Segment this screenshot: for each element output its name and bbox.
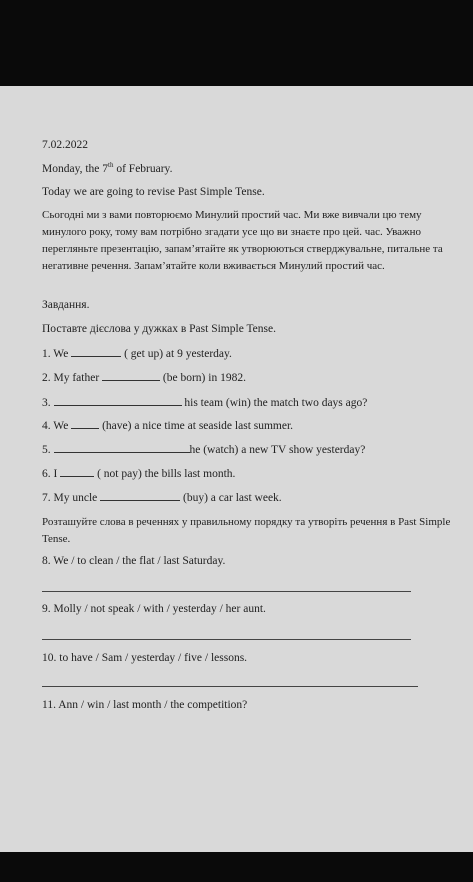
task1-item-6: 6. I ( not pay) the bills last month. — [42, 465, 459, 483]
task2-item-10: 10. to have / Sam / yesterday / five / lessons. — [42, 652, 248, 664]
task1-item-1: 1. We ( get up) at 9 yesterday. — [42, 345, 459, 363]
task1-item-3: 3. his team (win) the match two days ago? — [42, 394, 459, 412]
answer-blank[interactable] — [54, 394, 182, 406]
day-line: Monday, the 7th of February. — [42, 161, 173, 175]
task2-item-9: 9. Molly / not speak / with / yesterday / her aunt. — [42, 603, 266, 615]
intro-line: Today we are going to revise Past Simple Tense. — [42, 186, 265, 198]
date: 7.02.2022 — [42, 139, 88, 151]
task1-item-5: 5. he (watch) a new TV show yesterday? — [42, 441, 459, 459]
task2-instruction: Розташуйте слова в реченнях у правильному порядку та утворіть речення в Past Simple Tense. — [42, 516, 451, 545]
bottom-black-bar — [0, 852, 473, 882]
answer-blank[interactable] — [54, 441, 190, 453]
answer-blank[interactable] — [100, 489, 180, 501]
ua-paragraph: Сьогодні ми з вами повторюємо Минулий простий час. Ми вже вивчали цю тему минулого року, тому вам потрібно згадати усе що ви знаєте про цей. час. Уважно перегляньте презентацію, запам’ятайте як утворюються стверджувальне, питальне та негативне речення. Запам’ятайте коли вживається Минулий простий час. — [42, 209, 443, 272]
answer-line[interactable] — [42, 639, 411, 640]
answer-blank[interactable] — [71, 345, 121, 357]
answer-line[interactable] — [42, 591, 411, 592]
top-black-bar — [0, 0, 473, 86]
task1-item-7: 7. My uncle (buy) a car last week. — [42, 489, 459, 507]
answer-line[interactable] — [42, 686, 418, 687]
answer-blank[interactable] — [102, 369, 160, 381]
task-heading: Завдання. — [42, 299, 90, 311]
answer-blank[interactable] — [71, 417, 99, 429]
task2-item-11: 11. Ann / win / last month / the competition? — [42, 699, 248, 711]
task1-item-2: 2. My father (be born) in 1982. — [42, 369, 459, 387]
task1-item-4: 4. We (have) a nice time at seaside last summer. — [42, 417, 459, 435]
task1-instruction: Поставте дієслова у дужках в Past Simple Tense. — [42, 323, 276, 335]
task2-item-8: 8. We / to clean / the flat / last Saturday. — [42, 555, 226, 567]
answer-blank[interactable] — [60, 465, 94, 477]
